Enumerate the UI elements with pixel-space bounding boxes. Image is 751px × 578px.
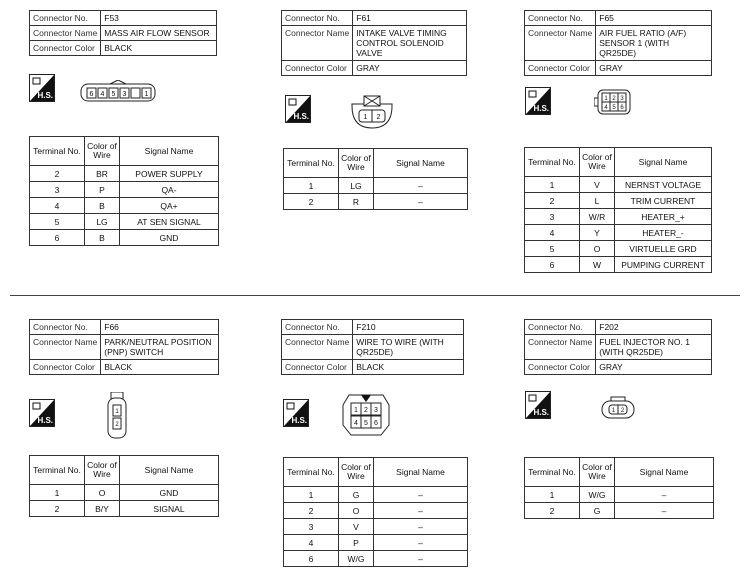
terminal-no: 1: [284, 178, 339, 194]
terminal-no: 1: [284, 487, 339, 503]
terminal-no: 4: [30, 198, 85, 214]
signal-name: NERNST VOLTAGE: [615, 177, 712, 193]
signal-name: QA+: [120, 198, 219, 214]
table-row: [30, 214, 219, 230]
table-row: [284, 519, 468, 535]
terminal-no: 5: [525, 241, 580, 257]
terminal-table-f210: [283, 457, 468, 567]
hs-icon: [29, 74, 55, 102]
signal-name: HEATER_+: [615, 209, 712, 225]
connector-face-icon: [80, 80, 158, 104]
pin-label: 1: [144, 91, 149, 98]
connector-name-value: INTAKE VALVE TIMING CONTROL SOLENOID VALVE: [353, 26, 467, 61]
pin-label: 4: [354, 420, 358, 427]
wire-color: W/G: [580, 487, 615, 503]
table-row: [284, 178, 468, 194]
pin-label: 5: [111, 91, 116, 98]
pin-label: 1: [363, 114, 368, 121]
signal-name: –: [374, 519, 468, 535]
wire-color: V: [580, 177, 615, 193]
connector-no-value: F61: [353, 11, 467, 26]
connector-block-f53: [29, 10, 217, 56]
connector-color-value: GRAY: [353, 61, 467, 76]
connector-color-value: BLACK: [353, 360, 464, 375]
pin-label: 4: [604, 105, 608, 111]
connector-color-label: Connector Color: [525, 360, 596, 375]
hs-icon: [29, 399, 55, 427]
terminal-no-header: Terminal No.: [30, 137, 85, 166]
connector-name-label: Connector Name: [525, 26, 596, 61]
connector-name-value: FUEL INJECTOR NO. 1 (WITH QR25DE): [596, 335, 712, 360]
connector-color-label: Connector Color: [282, 61, 353, 76]
connector-no-value: F53: [101, 11, 217, 26]
connector-name-value: MASS AIR FLOW SENSOR: [101, 26, 217, 41]
signal-name: –: [374, 551, 468, 567]
pin-label: 5: [612, 105, 616, 111]
connector-info-table: [524, 319, 712, 375]
pin-label: 2: [620, 408, 625, 414]
terminal-no-header: Terminal No.: [525, 148, 580, 177]
hs-badge-label: H.S.: [291, 416, 307, 425]
pin-label: 1: [604, 96, 608, 102]
terminal-no: 5: [30, 214, 85, 230]
connector-info-table: [29, 319, 219, 375]
pin-label: 3: [122, 91, 127, 98]
hs-badge-label: H.S.: [533, 104, 549, 113]
connector-name-value: AIR FUEL RATIO (A/F) SENSOR 1 (WITH QR25DE): [596, 26, 712, 61]
pin-label: 3: [374, 407, 378, 414]
signal-name: QA-: [120, 182, 219, 198]
pin-label: 1: [115, 409, 119, 415]
wire-color-header: Color of Wire: [339, 149, 374, 178]
table-row: [525, 193, 712, 209]
signal-name: AT SEN SIGNAL: [120, 214, 219, 230]
connector-no-label: Connector No.: [282, 11, 353, 26]
connector-color-value: BLACK: [101, 360, 219, 375]
table-row: [30, 198, 219, 214]
connector-block-f65: [524, 10, 712, 76]
terminal-no: 2: [525, 193, 580, 209]
connector-name-label: Connector Name: [30, 26, 101, 41]
signal-name: –: [374, 503, 468, 519]
wire-color: V: [339, 519, 374, 535]
table-row: [30, 230, 219, 246]
table-row: [30, 166, 219, 182]
wire-color: Y: [580, 225, 615, 241]
wire-color: B: [85, 230, 120, 246]
connector-block-f210: [281, 319, 464, 375]
signal-name: –: [615, 503, 714, 519]
hs-icon: [525, 87, 551, 115]
wire-color: L: [580, 193, 615, 209]
terminal-no: 6: [30, 230, 85, 246]
signal-name-header: Signal Name: [120, 456, 219, 485]
connector-face-icon: [348, 94, 396, 130]
wire-color: P: [339, 535, 374, 551]
connector-name-label: Connector Name: [282, 26, 353, 61]
table-row: [284, 487, 468, 503]
pin-label: 2: [376, 114, 381, 121]
pin-label: 2: [612, 96, 616, 102]
pin-label: 4: [100, 91, 105, 98]
terminal-no-header: Terminal No.: [284, 458, 339, 487]
terminal-no: 3: [525, 209, 580, 225]
signal-name: –: [374, 178, 468, 194]
table-row: [284, 194, 468, 210]
connector-name-value: PARK/NEUTRAL POSITION (PNP) SWITCH: [101, 335, 219, 360]
wire-color: LG: [339, 178, 374, 194]
wire-color: O: [85, 485, 120, 501]
connector-no-value: F66: [101, 320, 219, 335]
wire-color: B: [85, 198, 120, 214]
signal-name: GND: [120, 485, 219, 501]
signal-name: PUMPING CURRENT: [615, 257, 712, 273]
hs-icon: [525, 391, 551, 419]
wire-color-header: Color of Wire: [580, 458, 615, 487]
connector-name-label: Connector Name: [30, 335, 101, 360]
signal-name: TRIM CURRENT: [615, 193, 712, 209]
terminal-no: 4: [284, 535, 339, 551]
table-row: [525, 177, 712, 193]
terminal-table-f61: [283, 148, 468, 210]
table-row: [525, 503, 714, 519]
terminal-table-f66: [29, 455, 219, 517]
connector-color-label: Connector Color: [30, 41, 101, 56]
wire-color: BR: [85, 166, 120, 182]
table-row: [284, 551, 468, 567]
wire-color-header: Color of Wire: [85, 456, 120, 485]
wire-color: W/R: [580, 209, 615, 225]
connector-name-label: Connector Name: [282, 335, 353, 360]
connector-no-label: Connector No.: [525, 320, 596, 335]
pin-label: 1: [354, 407, 358, 414]
signal-name: –: [615, 487, 714, 503]
terminal-no: 2: [30, 501, 85, 517]
connector-no-label: Connector No.: [30, 320, 101, 335]
connector-no-value: F202: [596, 320, 712, 335]
wire-color: G: [339, 487, 374, 503]
connector-color-label: Connector Color: [30, 360, 101, 375]
connector-name-value: WIRE TO WIRE (WITH QR25DE): [353, 335, 464, 360]
terminal-no: 3: [30, 182, 85, 198]
connector-face-icon: [594, 86, 634, 118]
wire-color: G: [580, 503, 615, 519]
table-row: [525, 241, 712, 257]
terminal-no: 6: [525, 257, 580, 273]
connector-no-value: F65: [596, 11, 712, 26]
signal-name-header: Signal Name: [374, 458, 468, 487]
connector-info-table: [281, 319, 464, 375]
hs-badge-label: H.S.: [533, 408, 549, 417]
pin-label: 2: [364, 407, 368, 414]
connector-block-f66: [29, 319, 219, 375]
wire-color: P: [85, 182, 120, 198]
signal-name-header: Signal Name: [615, 458, 714, 487]
connector-color-label: Connector Color: [525, 61, 596, 76]
pin-label: 1: [611, 408, 616, 414]
hs-icon: [285, 95, 311, 123]
table-row: [525, 257, 712, 273]
wire-color-header: Color of Wire: [339, 458, 374, 487]
terminal-no-header: Terminal No.: [525, 458, 580, 487]
signal-name: GND: [120, 230, 219, 246]
connector-block-f202: [524, 319, 712, 375]
connector-no-label: Connector No.: [525, 11, 596, 26]
pin-label: 3: [620, 96, 624, 102]
wire-color: LG: [85, 214, 120, 230]
terminal-no: 1: [525, 487, 580, 503]
terminal-table-f53: [29, 136, 219, 246]
table-row: [30, 485, 219, 501]
wire-color: R: [339, 194, 374, 210]
connector-face-icon: [600, 396, 636, 420]
connector-no-value: F210: [353, 320, 464, 335]
connector-block-f61: [281, 10, 467, 76]
hs-badge-label: H.S.: [293, 112, 309, 121]
signal-name: –: [374, 535, 468, 551]
wire-color: O: [339, 503, 374, 519]
terminal-table-f202: [524, 457, 714, 519]
connector-name-label: Connector Name: [525, 335, 596, 360]
signal-name-header: Signal Name: [615, 148, 712, 177]
pin-label: 5: [364, 420, 368, 427]
terminal-no-header: Terminal No.: [284, 149, 339, 178]
terminal-no-header: Terminal No.: [30, 456, 85, 485]
signal-name: –: [374, 487, 468, 503]
terminal-no: 6: [284, 551, 339, 567]
hs-badge-label: H.S.: [37, 91, 53, 100]
hs-badge-label: H.S.: [37, 416, 53, 425]
signal-name-header: Signal Name: [120, 137, 219, 166]
pin-label: 6: [620, 105, 624, 111]
signal-name: SIGNAL: [120, 501, 219, 517]
terminal-no: 1: [30, 485, 85, 501]
connector-face-icon: [106, 392, 130, 440]
table-row: [284, 503, 468, 519]
connector-info-table: [524, 10, 712, 76]
wire-color: W/G: [339, 551, 374, 567]
terminal-no: 2: [284, 194, 339, 210]
signal-name: HEATER_-: [615, 225, 712, 241]
connector-no-label: Connector No.: [282, 320, 353, 335]
terminal-no: 4: [525, 225, 580, 241]
connector-color-value: GRAY: [596, 360, 712, 375]
table-row: [284, 535, 468, 551]
section-divider: [10, 295, 740, 296]
connector-face-icon: [341, 391, 391, 437]
hs-icon: [283, 399, 309, 427]
terminal-no: 1: [525, 177, 580, 193]
connector-color-value: GRAY: [596, 61, 712, 76]
table-row: [525, 487, 714, 503]
wire-color: O: [580, 241, 615, 257]
pin-label: 6: [89, 91, 94, 98]
table-row: [525, 209, 712, 225]
signal-name: POWER SUPPLY: [120, 166, 219, 182]
terminal-no: 2: [30, 166, 85, 182]
connector-no-label: Connector No.: [30, 11, 101, 26]
signal-name-header: Signal Name: [374, 149, 468, 178]
wire-color: B/Y: [85, 501, 120, 517]
terminal-no: 3: [284, 519, 339, 535]
table-row: [525, 225, 712, 241]
wire-color-header: Color of Wire: [85, 137, 120, 166]
wire-color-header: Color of Wire: [580, 148, 615, 177]
signal-name: –: [374, 194, 468, 210]
connector-color-label: Connector Color: [282, 360, 353, 375]
terminal-table-f65: [524, 147, 712, 273]
connector-color-value: BLACK: [101, 41, 217, 56]
pin-label: 2: [115, 422, 119, 428]
terminal-no: 2: [525, 503, 580, 519]
wire-color: W: [580, 257, 615, 273]
connector-info-table: [281, 10, 467, 76]
signal-name: VIRTUELLE GRD: [615, 241, 712, 257]
table-row: [30, 501, 219, 517]
terminal-no: 2: [284, 503, 339, 519]
table-row: [30, 182, 219, 198]
pin-label: 6: [374, 420, 378, 427]
connector-info-table: [29, 10, 217, 56]
